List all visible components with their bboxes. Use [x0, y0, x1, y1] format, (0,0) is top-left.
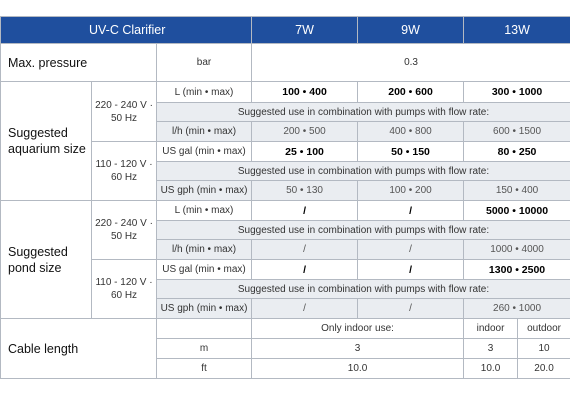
max-pressure-row [1, 44, 570, 82]
aquarium-us-voltage: 110 - 120 V · 60 Hz [92, 142, 157, 201]
value-cell: / [252, 260, 358, 280]
size-unit: US gal (min • max) [157, 142, 252, 162]
aquarium-eu-voltage: 220 - 240 V · 50 Hz [92, 82, 157, 142]
value-cell: 600 • 1500 [464, 122, 570, 142]
flow-unit: US gph (min • max) [157, 299, 252, 319]
spec-table [0, 16, 570, 379]
pond-us-voltage: 110 - 120 V · 60 Hz [92, 260, 157, 319]
value-cell: 260 • 1000 [464, 299, 570, 319]
pond-label: Suggested pond size [1, 201, 92, 319]
header-row [1, 17, 570, 44]
outdoor-header: outdoor [518, 319, 570, 339]
value-cell: / [252, 299, 358, 319]
m-unit: m [157, 339, 252, 359]
value-cell: 400 • 800 [358, 122, 464, 142]
max-pressure-label: Max. pressure [1, 44, 157, 82]
flow-unit: l/h (min • max) [157, 240, 252, 260]
table-row [1, 82, 570, 103]
value-cell: 5000 • 10000 [464, 201, 570, 221]
table-row [1, 319, 570, 339]
pond-eu-voltage: 220 - 240 V · 50 Hz [92, 201, 157, 260]
model-9w: 9W [358, 17, 464, 44]
value-cell: 100 • 400 [252, 82, 358, 103]
value-cell: / [358, 260, 464, 280]
flow-note: Suggested use in combination with pumps with flow rate: [157, 162, 570, 181]
value-cell: 1000 • 4000 [464, 240, 570, 260]
model-7w: 7W [252, 17, 358, 44]
value-cell: 10.0 [464, 359, 518, 379]
value-cell: 25 • 100 [252, 142, 358, 162]
value-cell: 20.0 [518, 359, 570, 379]
value-cell: 200 • 500 [252, 122, 358, 142]
value-cell: 300 • 1000 [464, 82, 570, 103]
value-cell: 10.0 [252, 359, 464, 379]
value-cell: / [358, 240, 464, 260]
table-row [1, 201, 570, 221]
flow-unit: US gph (min • max) [157, 181, 252, 201]
ft-unit: ft [157, 359, 252, 379]
value-cell: 200 • 600 [358, 82, 464, 103]
table-title: UV-C Clarifier [1, 17, 252, 44]
value-cell: / [358, 201, 464, 221]
flow-note: Suggested use in combination with pumps with flow rate: [157, 221, 570, 240]
cable-label: Cable length [1, 319, 157, 379]
max-pressure-value: 0.3 [252, 44, 570, 82]
aquarium-label: Suggested aquarium size [1, 82, 92, 201]
value-cell: 80 • 250 [464, 142, 570, 162]
value-cell: 50 • 150 [358, 142, 464, 162]
model-13w: 13W [464, 17, 570, 44]
value-cell: 10 [518, 339, 570, 359]
value-cell: 1300 • 2500 [464, 260, 570, 280]
indoor-only-note: Only indoor use: [252, 319, 464, 339]
empty-cell [157, 319, 252, 339]
value-cell: 150 • 400 [464, 181, 570, 201]
indoor-header: indoor [464, 319, 518, 339]
value-cell: 100 • 200 [358, 181, 464, 201]
flow-note: Suggested use in combination with pumps with flow rate: [157, 103, 570, 122]
value-cell: 3 [464, 339, 518, 359]
value-cell: 3 [252, 339, 464, 359]
flow-unit: l/h (min • max) [157, 122, 252, 142]
value-cell: / [358, 299, 464, 319]
value-cell: 50 • 130 [252, 181, 358, 201]
size-unit: L (min • max) [157, 201, 252, 221]
size-unit: US gal (min • max) [157, 260, 252, 280]
value-cell: / [252, 240, 358, 260]
size-unit: L (min • max) [157, 82, 252, 103]
max-pressure-unit: bar [157, 44, 252, 82]
value-cell: / [252, 201, 358, 221]
flow-note: Suggested use in combination with pumps with flow rate: [157, 280, 570, 299]
